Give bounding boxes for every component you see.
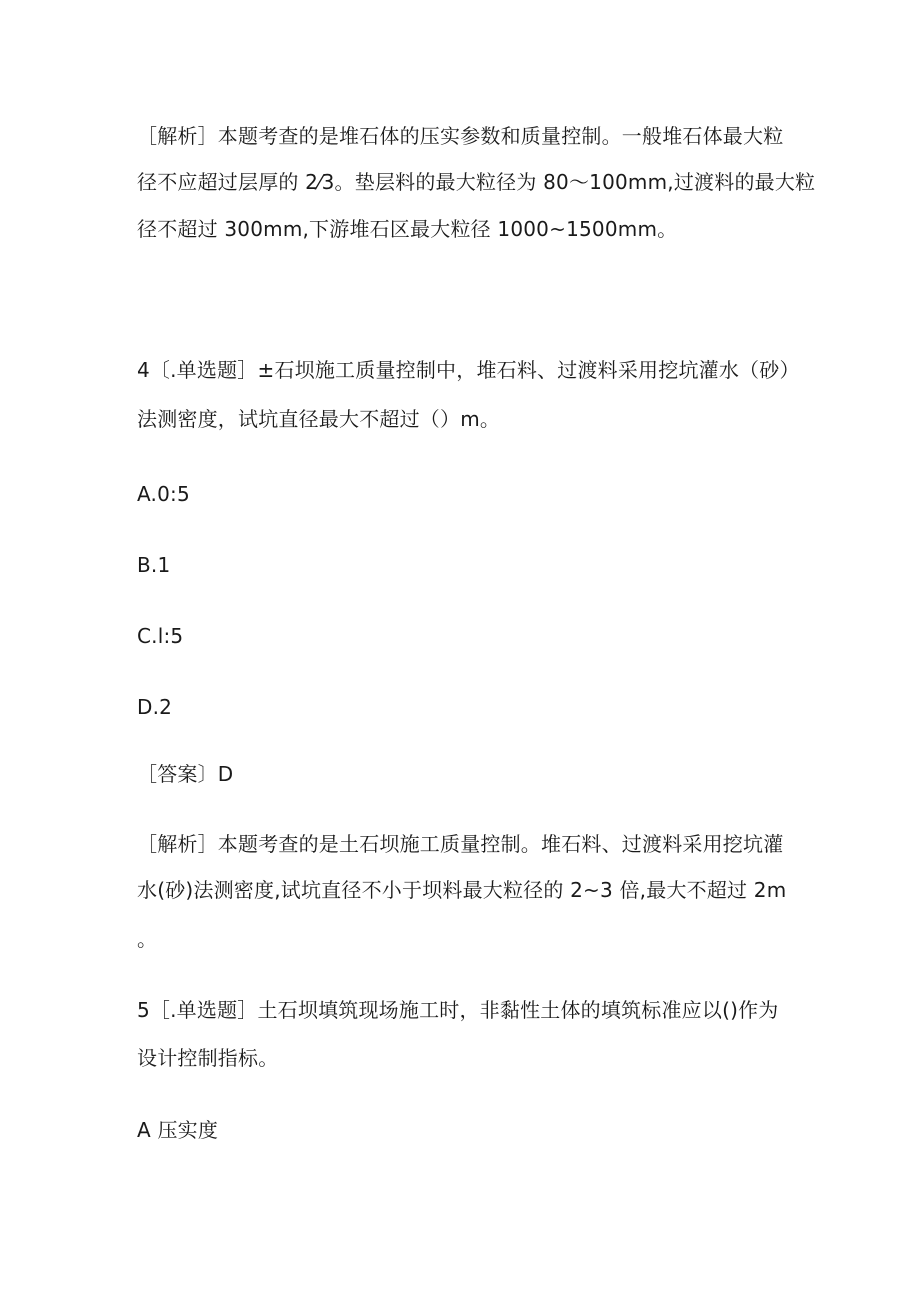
question-5-stem: 5［.单选题］土石坝填筑现场施工时，非黏性土体的填筑标准应以()作为 [137, 998, 779, 1022]
question-5-stem: 设计控制指标。 [137, 1046, 279, 1070]
text-line: 径不应超过层厚的 2⁄3。垫层料的最大粒径为 80～100mm,过渡料的最大粒 [137, 170, 816, 194]
analysis-line: ［解析］本题考查的是土石坝施工质量控制。堆石料、过渡料采用挖坑灌 [137, 832, 784, 856]
option-d: D.2 [137, 695, 173, 719]
option-a: A.0:5 [137, 482, 190, 506]
text-line: ［解析］本题考查的是堆石体的压实参数和质量控制。一般堆石体最大粒 [137, 124, 784, 148]
analysis-line: 水(砂)法测密度,试坑直径不小于坝料最大粒径的 2~3 倍,最大不超过 2m [137, 878, 787, 902]
question-4-stem: 法测密度，试坑直径最大不超过（）m。 [137, 407, 501, 431]
analysis-line: 。 [137, 927, 158, 951]
text-line: 径不超过 300mm,下游堆石区最大粒径 1000~1500mm。 [137, 217, 678, 241]
answer: ［答案〕D [137, 762, 234, 786]
option-c: C.l:5 [137, 624, 184, 648]
question-4-stem: 4〔.单选题］±石坝施工质量控制中，堆石料、过渡料采用挖坑灌水（砂） [137, 358, 800, 382]
option-a: A 压实度 [137, 1118, 219, 1142]
option-b: B.1 [137, 553, 171, 577]
